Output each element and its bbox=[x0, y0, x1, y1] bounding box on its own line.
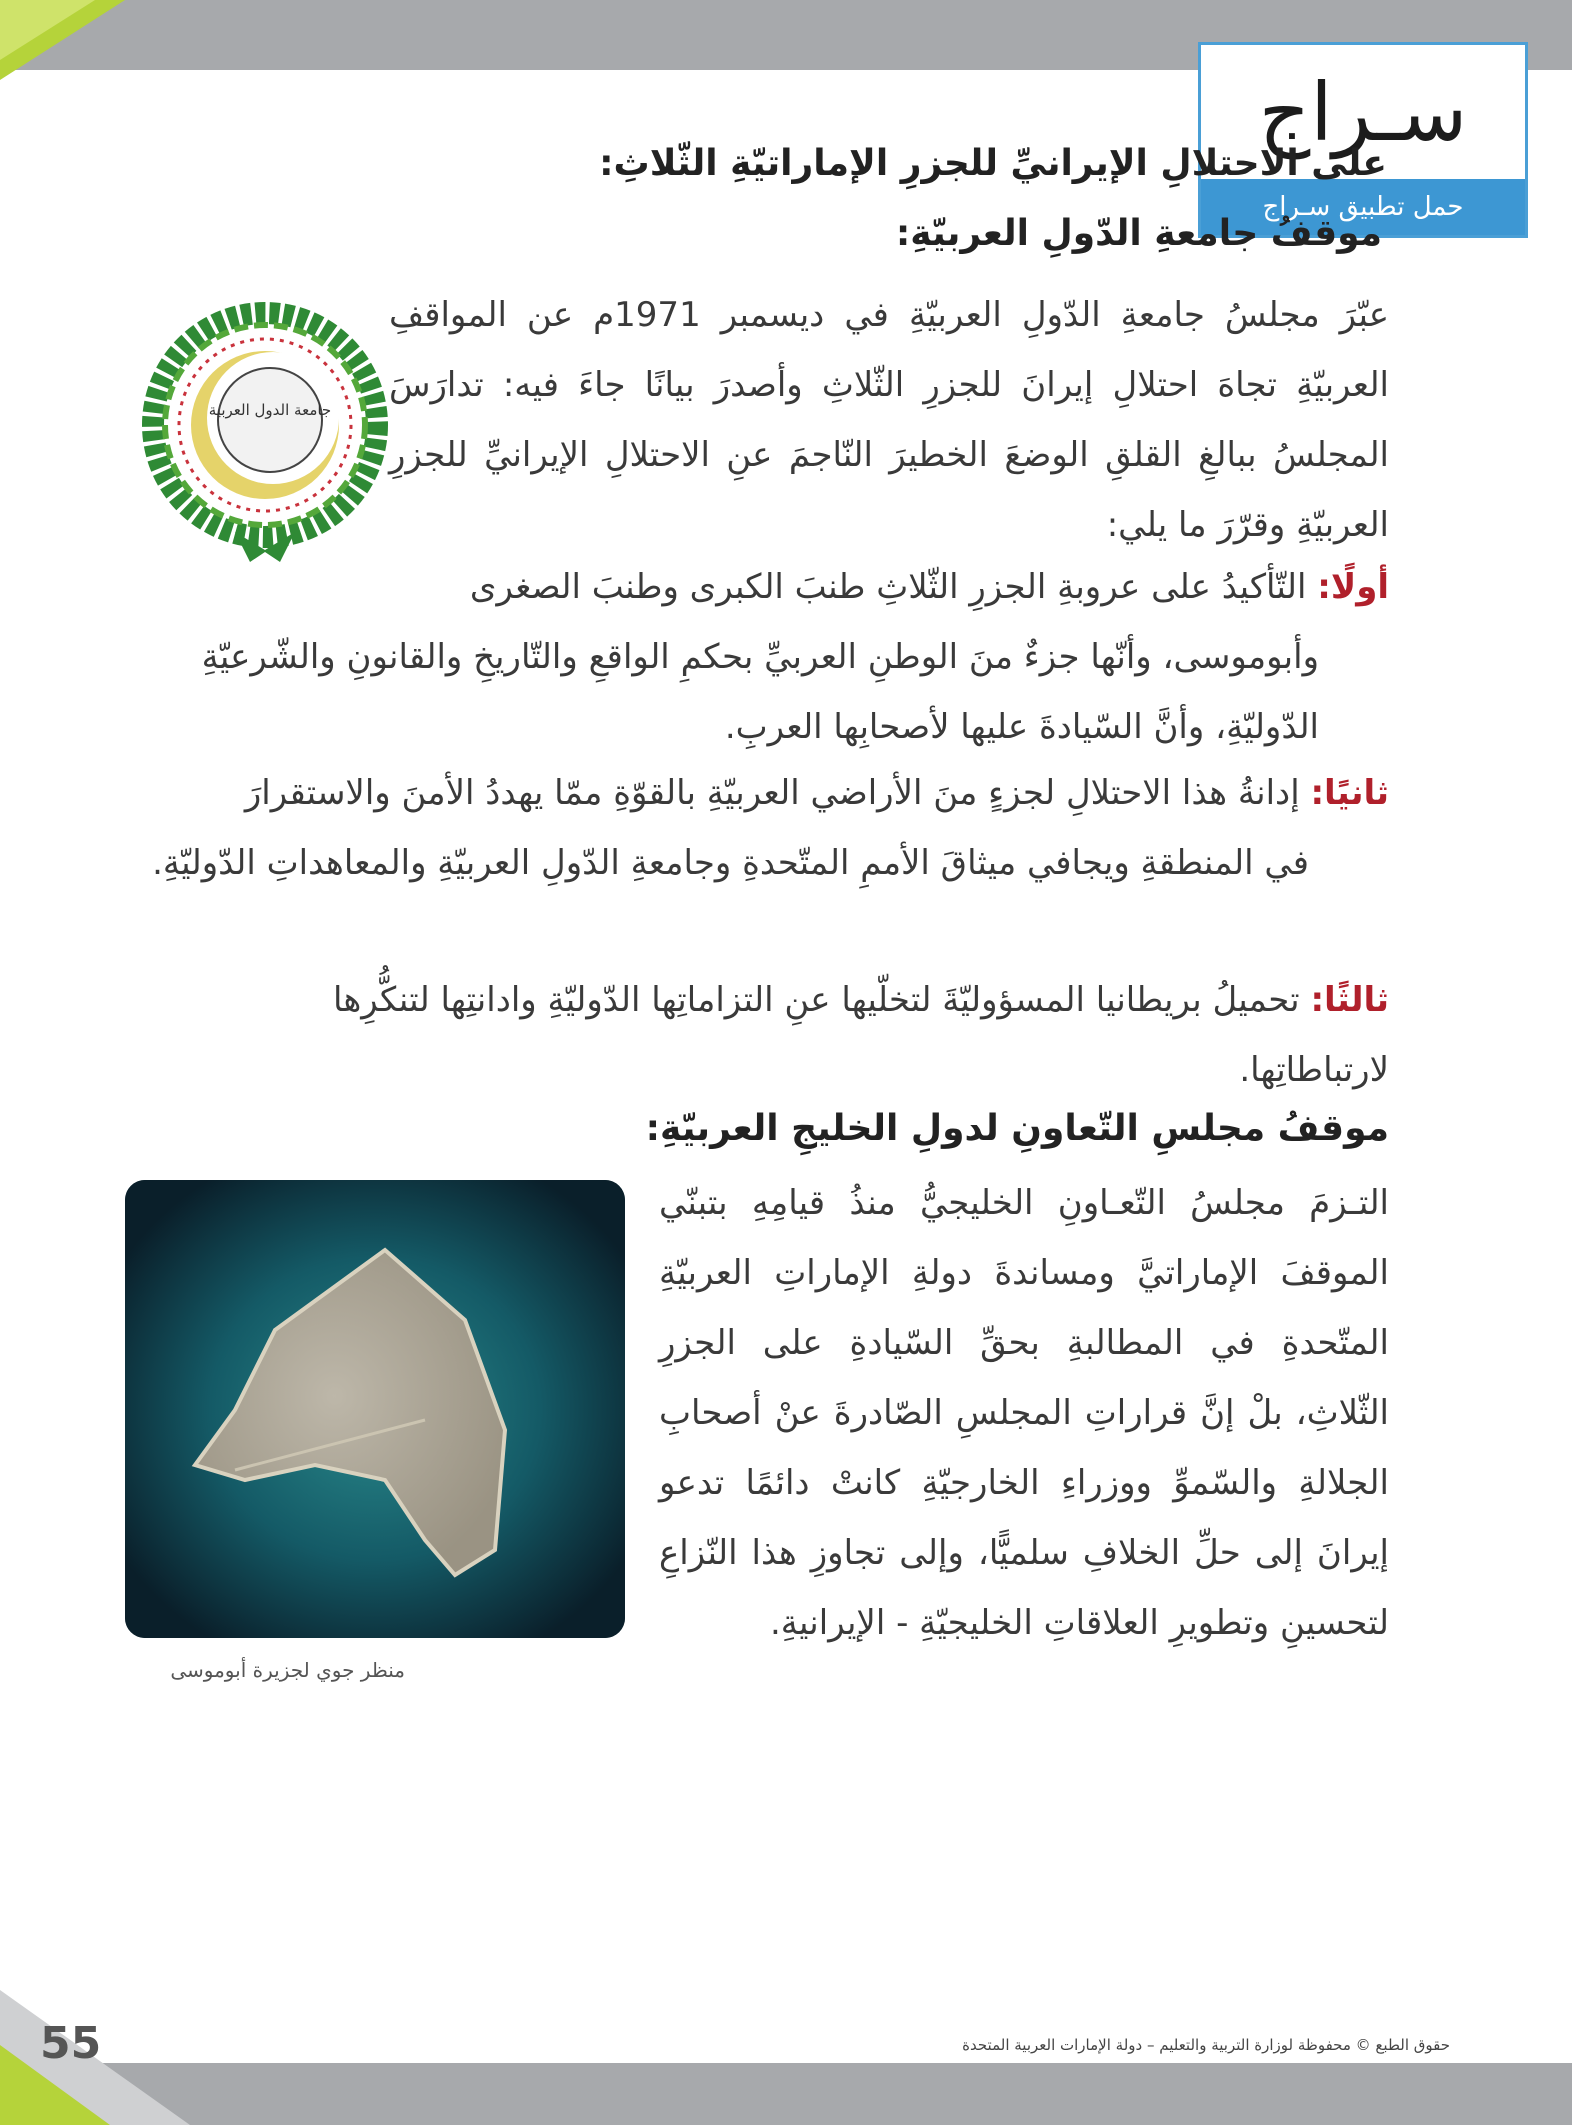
decision-item-3 bbox=[139, 965, 1389, 1105]
decision-label-2: ثانيًا: bbox=[1310, 773, 1389, 813]
decision-text-1a: التّأكيدُ على عروبةِ الجزرِ الثّلاثِ طنبَ الكبرى وطنبَ الصغرى bbox=[469, 567, 1307, 607]
bottom-banner bbox=[0, 2063, 1572, 2125]
photo-caption: منظر جوي لجزيرة أبوموسى bbox=[170, 1658, 405, 1682]
abu-musa-aerial-photo bbox=[125, 1180, 625, 1638]
emblem-calligraphy: جامعة الدول العربية bbox=[208, 401, 332, 419]
decision-text-2b: في المنطقةِ ويجافي ميثاقَ الأممِ المتّحدةِ وجامعةِ الدّولِ العربيّةِ والمعاهداتِ الدّوليّةِ. bbox=[152, 843, 1309, 883]
decision-text-3b: لارتباطاتِها. bbox=[1239, 1050, 1389, 1090]
siraj-logo-wordmark: سـراج bbox=[1258, 66, 1468, 159]
decision-label-3: ثالثًا: bbox=[1310, 980, 1389, 1020]
arab-league-intro-paragraph: عبّرَ مجلسُ جامعةِ الدّولِ العربيّةِ في ديسمبر 1971م عن المواقفِ العربيّةِ تجاهَ احتلالِ إيرانَ للجزرِ الثّلاثِ وأصدرَ بيانًا جاءَ فيه: تدارَسَ المجلسُ ببالغِ القلقِ الوضعَ الخطيرَ النّاجمَ عنِ الاحتلالِ الإيرانيِّ للجزرِ العربيّةِ وقرّرَ ما يلي: bbox=[389, 295, 1389, 545]
decision-item-1 bbox=[139, 552, 1389, 762]
decision-text-2a: إدانةُ هذا الاحتلالِ لجزءٍ منَ الأراضي العربيّةِ بالقوّةِ ممّا يهددُ الأمنَ والاستقرارَ bbox=[244, 773, 1300, 813]
section-heading-gcc: موقفُ مجلسِ التّعاونِ لدولِ الخليجِ العربيّةِ: bbox=[645, 1108, 1389, 1149]
section-heading-main: على الاحتلالِ الإيرانيِّ للجزرِ الإماراتيّةِ الثّلاثِ: bbox=[599, 143, 1387, 184]
top-corner-accent-inner bbox=[0, 0, 95, 60]
decision-text-3a: تحميلُ بريطانيا المسؤوليّةَ لتخلّيها عنِ التزاماتِها الدّوليّةِ وادانتِها لتنكُّرِها bbox=[333, 980, 1300, 1020]
arab-league-emblem bbox=[140, 300, 390, 570]
decision-text-1b: وأبوموسى، وأنّها جزءٌ منَ الوطنِ العربيِّ بحكمِ الواقعِ والتّاريخِ والقانونِ والشّرعيّةِ الدّوليّةِ، وأنَّ السّيادةَ عليها لأصحابِها العربِ. bbox=[201, 637, 1319, 747]
decision-label-1: أولًا: bbox=[1317, 567, 1389, 607]
page-number: 55 bbox=[40, 2018, 102, 2069]
gcc-paragraph: التـزمَ مجلسُ التّعـاونِ الخليجيُّ منذُ قيامِهِ بتبنّي الموقفَ الإماراتيَّ ومساندةَ دولةِ الإماراتِ العربيّةِ المتّحدةِ في المطالبةِ بحقِّ السّيادةِ على الجزرِ الثّلاثِ، بلْ إنَّ قراراتِ المجلسِ الصّادرةَ عنْ أصحابِ الجلالةِ والسّموِّ ووزراءِ الخارجيّةِ كانتْ دائمًا تدعو إيرانَ إلى حلِّ الخلافِ سلميًّا، وإلى تجاوزِ هذا النّزاعِ لتحسينِ وتطويرِ العلاقاتِ الخليجيّةِ - الإيرانيةِ. bbox=[659, 1183, 1389, 1643]
copyright-notice: حقوق الطبع © محفوظة لوزارة التربية والتعليم – دولة الإمارات العربية المتحدة bbox=[962, 2036, 1450, 2054]
siraj-app-tagline[interactable]: حمل تطبيق سـراج bbox=[1201, 179, 1525, 235]
section-heading-arab-league: موقفُ جامعةِ الدّولِ العربيّةِ: bbox=[895, 213, 1382, 254]
emblem-center-disc bbox=[218, 368, 322, 472]
decision-item-2 bbox=[139, 758, 1389, 898]
